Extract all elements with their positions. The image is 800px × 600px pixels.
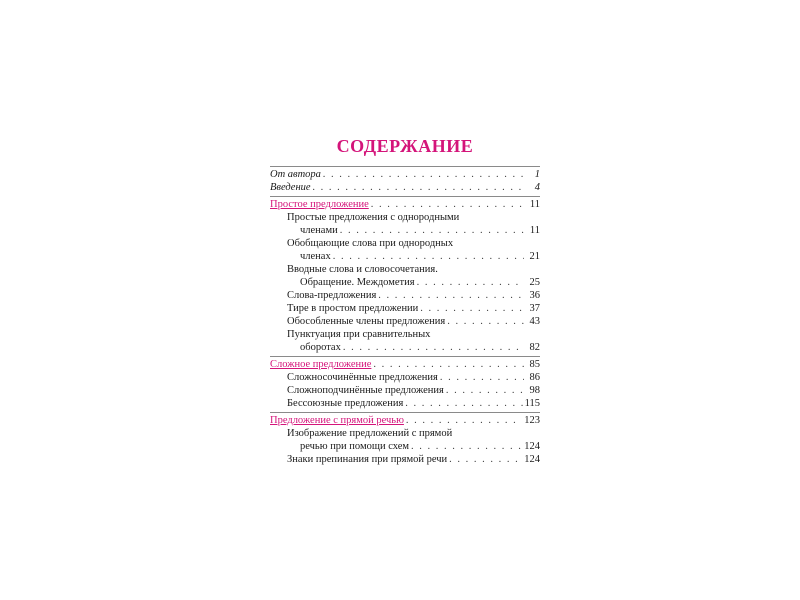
dot-leader bbox=[378, 289, 524, 302]
dot-leader bbox=[449, 453, 522, 466]
toc-entry-cont[interactable] bbox=[270, 224, 540, 237]
section-heading-page: 123 bbox=[524, 415, 540, 426]
toc-entry-author-note[interactable] bbox=[270, 168, 540, 181]
toc-entry-label: Вводные слова и словосочетания. bbox=[287, 264, 438, 275]
toc-entry-page: 36 bbox=[529, 290, 540, 301]
toc-entry-page: 37 bbox=[529, 303, 540, 314]
dot-leader bbox=[406, 414, 522, 427]
toc-entry-page: 124 bbox=[524, 441, 540, 452]
toc-entry-label: Сложноподчинённые предложения bbox=[287, 385, 444, 396]
toc-entry-page: 43 bbox=[529, 316, 540, 327]
toc-entry[interactable] bbox=[270, 397, 540, 410]
toc-entry-page: 4 bbox=[534, 182, 540, 193]
toc-entry[interactable] bbox=[270, 263, 540, 276]
dot-leader bbox=[371, 198, 524, 211]
toc-page bbox=[270, 0, 540, 600]
section-heading[interactable] bbox=[270, 358, 540, 371]
toc-entry[interactable] bbox=[270, 302, 540, 315]
dot-leader bbox=[440, 371, 524, 384]
section-simple-sentence bbox=[270, 197, 540, 356]
toc-entry[interactable] bbox=[270, 289, 540, 302]
toc-entry[interactable] bbox=[270, 453, 540, 466]
toc-entry-label: Слова-предложения bbox=[287, 290, 377, 301]
toc-entry-page: 124 bbox=[524, 454, 540, 465]
toc-entry-label: Пунктуация при сравнительных bbox=[287, 329, 431, 340]
toc-entry-label: Бессоюзные предложения bbox=[287, 398, 404, 409]
dot-leader bbox=[420, 302, 524, 315]
table-of-contents bbox=[270, 166, 540, 468]
toc-entry-label: Введение bbox=[270, 182, 311, 193]
toc-entry-cont[interactable] bbox=[270, 250, 540, 263]
section-heading-label: Сложное предложение bbox=[270, 359, 372, 370]
section-heading-label: Предложение с прямой речью bbox=[270, 415, 404, 426]
toc-entry-label: Сложносочинённые предложения bbox=[287, 372, 438, 383]
dot-leader bbox=[340, 224, 524, 237]
toc-entry-page: 1 bbox=[534, 169, 540, 180]
dot-leader bbox=[333, 250, 524, 263]
toc-entry-label: От автора bbox=[270, 169, 321, 180]
toc-entry[interactable] bbox=[270, 315, 540, 328]
toc-entry-label: Обособленные члены предложения bbox=[287, 316, 446, 327]
toc-entry[interactable] bbox=[270, 427, 540, 440]
toc-entry-label: Изображение предложений с прямой bbox=[287, 428, 453, 439]
dot-leader bbox=[446, 384, 524, 397]
toc-entry-page: 11 bbox=[529, 225, 540, 236]
toc-entry-label: Тире в простом предложении bbox=[287, 303, 419, 314]
toc-entry-label: оборотах bbox=[300, 342, 341, 353]
dot-leader bbox=[313, 181, 524, 194]
toc-entry-cont[interactable] bbox=[270, 341, 540, 354]
toc-entry[interactable] bbox=[270, 384, 540, 397]
section-heading-page: 11 bbox=[529, 199, 540, 210]
toc-entry-label: членами bbox=[300, 225, 338, 236]
dot-leader bbox=[323, 168, 524, 181]
toc-entry-introduction[interactable] bbox=[270, 181, 540, 194]
toc-entry-page: 86 bbox=[529, 372, 540, 383]
toc-entry[interactable] bbox=[270, 371, 540, 384]
section-complex-sentence bbox=[270, 357, 540, 412]
toc-entry[interactable] bbox=[270, 328, 540, 341]
toc-entry-label: Знаки препинания при прямой речи bbox=[287, 454, 448, 465]
toc-entry-cont[interactable] bbox=[270, 440, 540, 453]
toc-entry-label: Обобщающие слова при однородных bbox=[287, 238, 454, 249]
toc-entry[interactable] bbox=[270, 211, 540, 224]
dot-leader bbox=[373, 358, 524, 371]
front-matter bbox=[270, 167, 540, 196]
dot-leader bbox=[417, 276, 524, 289]
dot-leader bbox=[343, 341, 524, 354]
toc-entry-label: речью при помощи схем bbox=[300, 441, 410, 452]
section-heading-label: Простое предложение bbox=[270, 199, 369, 210]
dot-leader bbox=[447, 315, 524, 328]
toc-entry-page: 82 bbox=[529, 342, 540, 353]
dot-leader bbox=[411, 440, 522, 453]
section-heading-page: 85 bbox=[529, 359, 540, 370]
page-title: СОДЕРЖАНИЕ bbox=[336, 136, 474, 156]
toc-entry[interactable] bbox=[270, 237, 540, 250]
toc-entry-label: членах bbox=[300, 251, 331, 262]
toc-entry-label: Обращение. Междометия bbox=[300, 277, 415, 288]
toc-entry-cont[interactable] bbox=[270, 276, 540, 289]
toc-entry-page: 115 bbox=[524, 398, 540, 409]
toc-entry-page: 25 bbox=[529, 277, 540, 288]
section-heading[interactable] bbox=[270, 414, 540, 427]
toc-entry-label: Простые предложения с однородными bbox=[287, 212, 460, 223]
section-heading[interactable] bbox=[270, 198, 540, 211]
section-direct-speech bbox=[270, 413, 540, 468]
dot-leader bbox=[405, 397, 522, 410]
toc-entry-page: 21 bbox=[529, 251, 540, 262]
toc-entry-page: 98 bbox=[529, 385, 540, 396]
